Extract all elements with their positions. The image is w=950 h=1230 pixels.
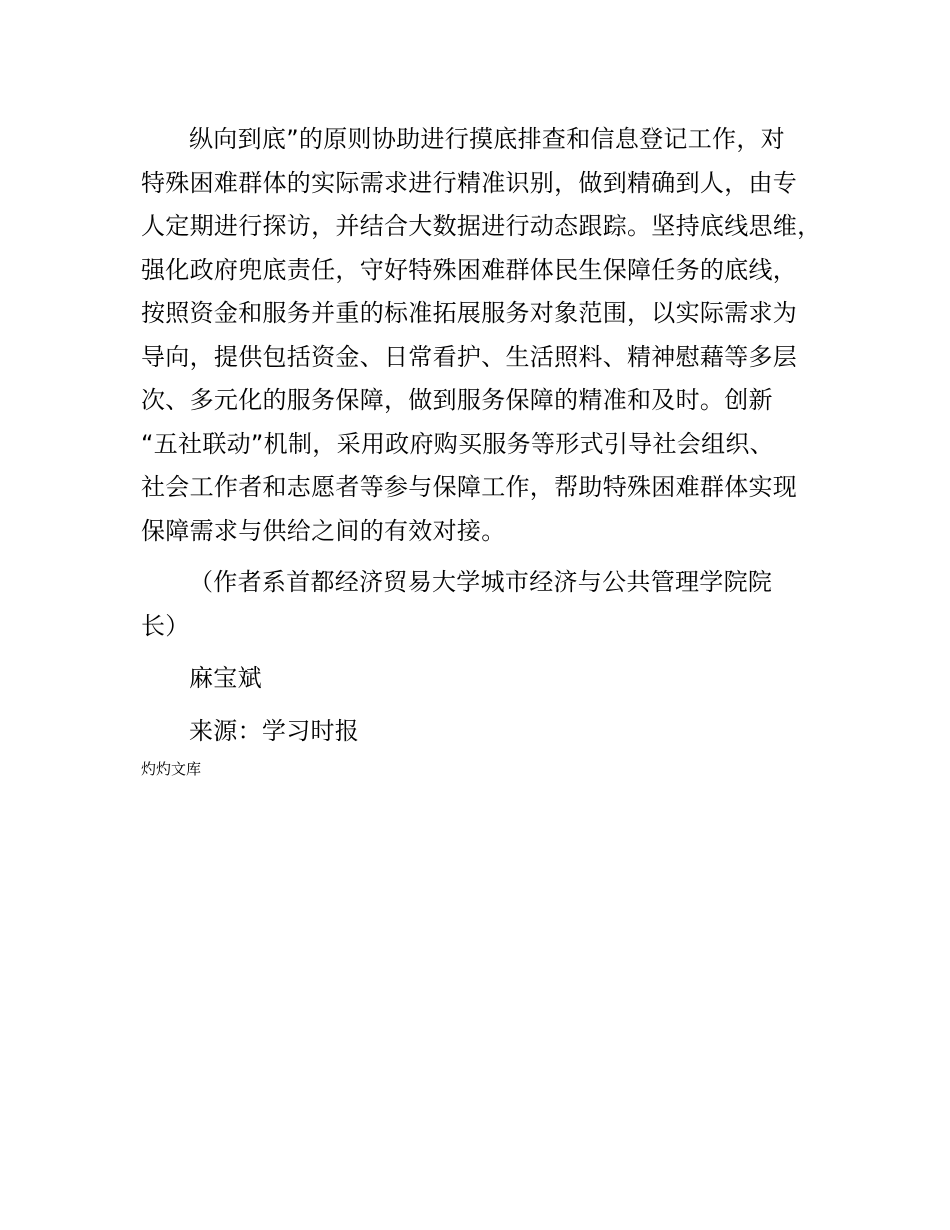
paragraph-line-2: 特殊困难群体的实际需求进行精准识别，做到精确到人，由专 bbox=[141, 168, 798, 197]
paragraph-line-6: 导向，提供包括资金、日常看护、生活照料、精神慰藉等多层 bbox=[141, 342, 798, 371]
paragraph-line-9: 社会工作者和志愿者等参与保障工作，帮助特殊困难群体实现 bbox=[141, 473, 798, 501]
paragraph-line-8: “五社联动”机制，采用政府购买服务等形式引导社会组织、 bbox=[141, 429, 774, 458]
paragraph-line-10: 保障需求与供给之间的有效对接。 bbox=[141, 516, 506, 545]
author-note-line-2: 长） bbox=[141, 611, 190, 640]
article-body bbox=[141, 118, 841, 753]
paragraph-line-7: 次、多元化的服务保障，做到服务保障的精准和及时。创新 bbox=[141, 386, 773, 414]
paragraph-line-4: 强化政府兜底责任，守好特殊困难群体民生保障任务的底线， bbox=[141, 255, 798, 284]
watermark-text: 灼灼文库 bbox=[141, 760, 202, 778]
paragraph-line-1: 纵向到底”的原则协助进行摸底排查和信息登记工作，对 bbox=[189, 125, 785, 153]
author-note-line-1: （作者系首都经济贸易大学城市经济与公共管理学院院 bbox=[189, 568, 773, 596]
paragraph-line-5: 按照资金和服务并重的标准拓展服务对象范围，以实际需求为 bbox=[141, 299, 798, 327]
paragraph-line-3: 人定期进行探访，并结合大数据进行动态跟踪。坚持底线思维， bbox=[141, 212, 822, 240]
source-line: 来源：学习时报 bbox=[189, 716, 360, 745]
author-name: 麻宝斌 bbox=[189, 664, 262, 692]
